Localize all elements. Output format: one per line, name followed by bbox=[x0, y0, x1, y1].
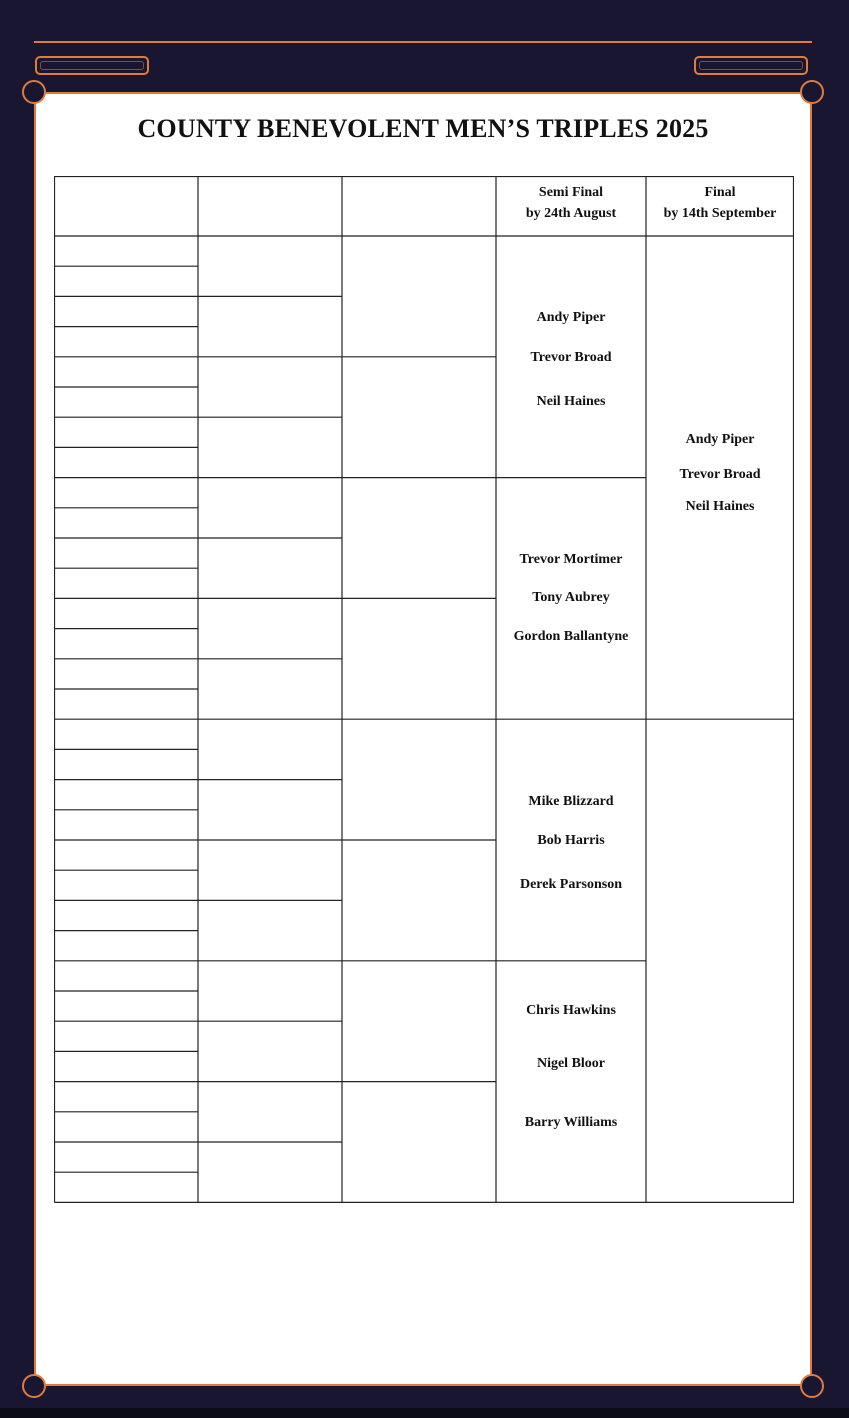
semi-final-title: Semi Final bbox=[538, 185, 604, 200]
corner-ornament bbox=[22, 1374, 46, 1398]
corner-ornament bbox=[800, 80, 824, 104]
semi-final-deadline: by 24th August bbox=[525, 206, 617, 221]
player-name: Trevor Broad bbox=[530, 350, 612, 365]
player-name: Nigel Bloor bbox=[536, 1056, 606, 1071]
player-name: Neil Haines bbox=[536, 394, 606, 409]
frame-bottom-bar bbox=[0, 1408, 849, 1418]
decorative-tab-left bbox=[35, 56, 149, 75]
tournament-bracket bbox=[54, 176, 794, 1206]
decorative-tab-right bbox=[694, 56, 808, 75]
player-name: Andy Piper bbox=[685, 432, 755, 447]
bracket-grid bbox=[54, 176, 794, 1206]
player-name: Derek Parsonson bbox=[519, 877, 623, 892]
top-rule bbox=[34, 41, 812, 43]
player-name: Barry Williams bbox=[524, 1115, 618, 1130]
player-name: Chris Hawkins bbox=[526, 1003, 616, 1018]
player-name: Gordon Ballantyne bbox=[513, 629, 629, 644]
corner-ornament bbox=[22, 80, 46, 104]
player-name: Andy Piper bbox=[536, 310, 606, 325]
final-title: Final bbox=[704, 185, 736, 200]
header-final bbox=[646, 182, 794, 224]
player-name: Trevor Mortimer bbox=[519, 552, 623, 567]
player-name: Neil Haines bbox=[685, 499, 755, 514]
corner-ornament bbox=[800, 1374, 824, 1398]
player-name: Trevor Broad bbox=[679, 467, 761, 482]
page-title: COUNTY BENEVOLENT MEN’S TRIPLES 2025 bbox=[137, 114, 709, 143]
header-semi-final bbox=[496, 182, 646, 224]
player-name: Bob Harris bbox=[537, 833, 605, 848]
final-deadline: by 14th September bbox=[663, 206, 777, 221]
player-name: Tony Aubrey bbox=[532, 590, 610, 605]
player-name: Mike Blizzard bbox=[528, 794, 614, 809]
